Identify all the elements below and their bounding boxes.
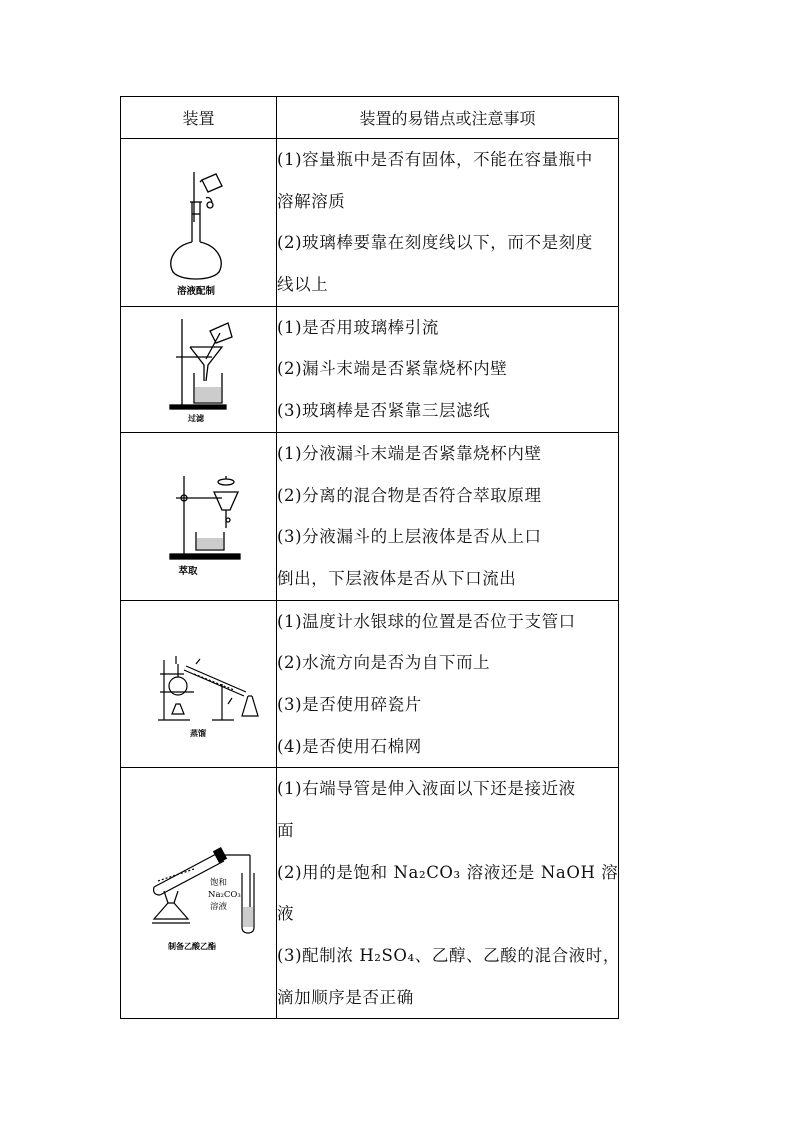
note-line: 液 — [277, 904, 295, 924]
notes-cell — [277, 306, 619, 432]
header-apparatus: 装置 — [121, 97, 277, 139]
table-row — [121, 306, 619, 432]
note-line: (2)分离的混合物是否符合萃取原理 — [277, 485, 542, 505]
table-row — [121, 600, 619, 768]
note-line: 线以上 — [277, 275, 329, 295]
table-header-row — [121, 97, 619, 139]
notes-cell — [277, 768, 619, 1019]
table-row — [121, 768, 619, 1019]
note-line: (4)是否使用石棉网 — [277, 736, 422, 756]
reagent-label-saturated: 饱和 — [209, 878, 227, 889]
apparatus-caption: 溶液配制 — [176, 286, 215, 298]
note-line: (3)玻璃棒是否紧靠三层滤纸 — [277, 401, 491, 421]
note-line: 面 — [277, 821, 295, 840]
reagent-label-formula: Na₂CO₃ — [207, 890, 241, 901]
note-line: (1)是否用玻璃棒引流 — [277, 317, 439, 337]
reagent-label-solution: 溶液 — [209, 902, 227, 913]
note-line: (2)玻璃棒要靠在刻度线以下，而不是刻度 — [277, 233, 593, 253]
filtration-illustration — [124, 309, 274, 429]
note-line: (1)温度计水银球的位置是否位于支管口 — [277, 611, 576, 631]
note-line: (2)漏斗末端是否紧靠烧杯内壁 — [277, 359, 508, 379]
header-notes: 装置的易错点或注意事项 — [277, 97, 619, 139]
apparatus-cell — [121, 768, 277, 1019]
extraction-illustration — [124, 436, 274, 596]
apparatus-caption: 蒸馏 — [189, 728, 206, 738]
note-line: (2)水流方向是否为自下而上 — [277, 653, 491, 673]
note-line: (1)分液漏斗末端是否紧靠烧杯内壁 — [277, 443, 542, 463]
apparatus-caption: 萃取 — [177, 566, 198, 578]
note-line: 滴加顺序是否正确 — [277, 987, 414, 1007]
note-line: 溶解溶质 — [277, 191, 346, 211]
notes-cell — [277, 139, 619, 307]
note-line: (3)配制浓 H₂SO₄、乙醇、乙酸的混合液时， — [277, 946, 620, 966]
table-row — [121, 139, 619, 307]
apparatus-cell — [121, 306, 277, 432]
table-row — [121, 432, 619, 600]
notes-cell — [277, 432, 619, 600]
note-line: (1)右端导管是伸入液面以下还是接近液 — [277, 779, 576, 799]
notes-cell — [277, 600, 619, 768]
apparatus-cell — [121, 139, 277, 307]
note-line: (2)用的是饱和 Na₂CO₃ 溶液还是 NaOH 溶 — [277, 862, 619, 882]
apparatus-cell — [121, 432, 277, 600]
apparatus-cell — [121, 600, 277, 768]
apparatus-caption: 过滤 — [187, 414, 204, 424]
distillation-illustration — [124, 604, 274, 764]
notes-table — [120, 96, 619, 1019]
note-line: (1)容量瓶中是否有固体，不能在容量瓶中 — [277, 150, 593, 169]
note-line: (3)是否使用碎瓷片 — [277, 694, 422, 714]
apparatus-caption: 制备乙酸乙酯 — [167, 942, 216, 952]
ester-preparation-illustration — [124, 773, 274, 1013]
volumetric-flask-illustration — [124, 142, 274, 302]
note-line: 倒出，下层液体是否从下口流出 — [277, 568, 517, 588]
note-line: (3)分液漏斗的上层液体是否从上口 — [277, 527, 542, 547]
